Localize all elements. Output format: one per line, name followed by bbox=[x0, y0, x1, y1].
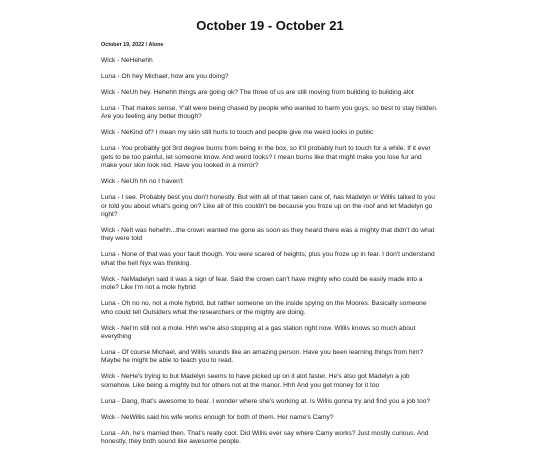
dialogue-line: Luna - Ah, he's married then. That's really cool. Did Willis ever say where Camy works? Just mostly curious. And honestly, they both sound like awesome people. bbox=[101, 429, 429, 446]
dialogue-line: Luna - You probably got 3rd degree burns from being in the box, so it'll probably hurt to touch for a while. If it ever gets to be too painful, let someone know. And weird looks? I mean burns like that might make you lose fur and make your skin look red. Have you looked in a mirror? bbox=[101, 145, 431, 170]
dialogue-line: Wick - NeHe's trying to but Madelyn seems to have picked up on it alot faster. He's also got Madelyn a job somehow. Like being a mighty but for others not at the manor. Hhh And you get money for it too bbox=[101, 373, 410, 389]
dialogue-line: Luna - Oh no no, not a mole hybrid, but rather someone on the inside spying on the Moores. Basically someone who could tell Outsiders what the researchers or the mighty are doing. bbox=[101, 300, 427, 316]
dialogue-line: Wick - NeIt was hehehh...the crown wanted me gone as soon as they heard there was a mighty that didn't do what they were told bbox=[101, 227, 435, 243]
dialogue-line: Wick - NeMadelyn said it was a sign of fear. Said the crown can't have mighty who could be easily made into a mole? Like I'm not a mole hybrid bbox=[101, 275, 423, 292]
dialogue-line: Wick - NeUh hh no I haven't bbox=[101, 178, 183, 186]
dialogue-line: Wick - NeHehehh bbox=[101, 57, 153, 64]
dialogue-line: Wick - NeWillis said his wife works enough for both of them. Her name's Camy? bbox=[101, 413, 334, 421]
dialogue-line: Luna - None of that was your fault though. You were scared of heights, plus you froze up in fear. I don't understand what the hell Nyx was thinking. bbox=[101, 251, 435, 267]
page-title: October 19 - October 21 bbox=[196, 18, 344, 33]
dialogue-line: Wick - NeKind of? I mean my skin still hurts to touch and people give me weird looks in public bbox=[101, 129, 374, 137]
dialogue-line: Luna - That makes sense. Y'all were being chased by people who wanted to harm you guys, so best to stay hidden. Are you feeling any better though? bbox=[101, 105, 438, 121]
dialogue-line: Luna - I see. Probably best you don't honestly. But with all of that taken care of, has Madelyn or Willis talked to you or told you about what's going on? Like all of this couldn't be because you froze up on the roof and let Madelyn go right? bbox=[101, 194, 435, 219]
dialogue-line: Wick - NeUh hey. Hehehh things are going ok? The three of us are still moving from building to building alot bbox=[101, 89, 414, 96]
post-body bbox=[101, 57, 439, 454]
dialogue-line: Wick - NeI'm still not a mole. Hhh we're also stopping at a gas station right now. Willis knows so much about everything bbox=[101, 324, 416, 341]
dialogue-line: Luna - Of course Michael, and Willis sounds like an amazing person. Have you been learning things from him? Maybe he might be able to teach you to read. bbox=[101, 349, 424, 365]
dialogue-line: Luna - Oh hey Michael, how are you doing? bbox=[101, 73, 229, 80]
dialogue-line: Luna - Dang, that's awesome to hear. I wonder where she's working at. Is Willis gonna try and find you a job too? bbox=[101, 397, 431, 405]
post-meta: October 19, 2022 / Alone bbox=[101, 42, 164, 48]
